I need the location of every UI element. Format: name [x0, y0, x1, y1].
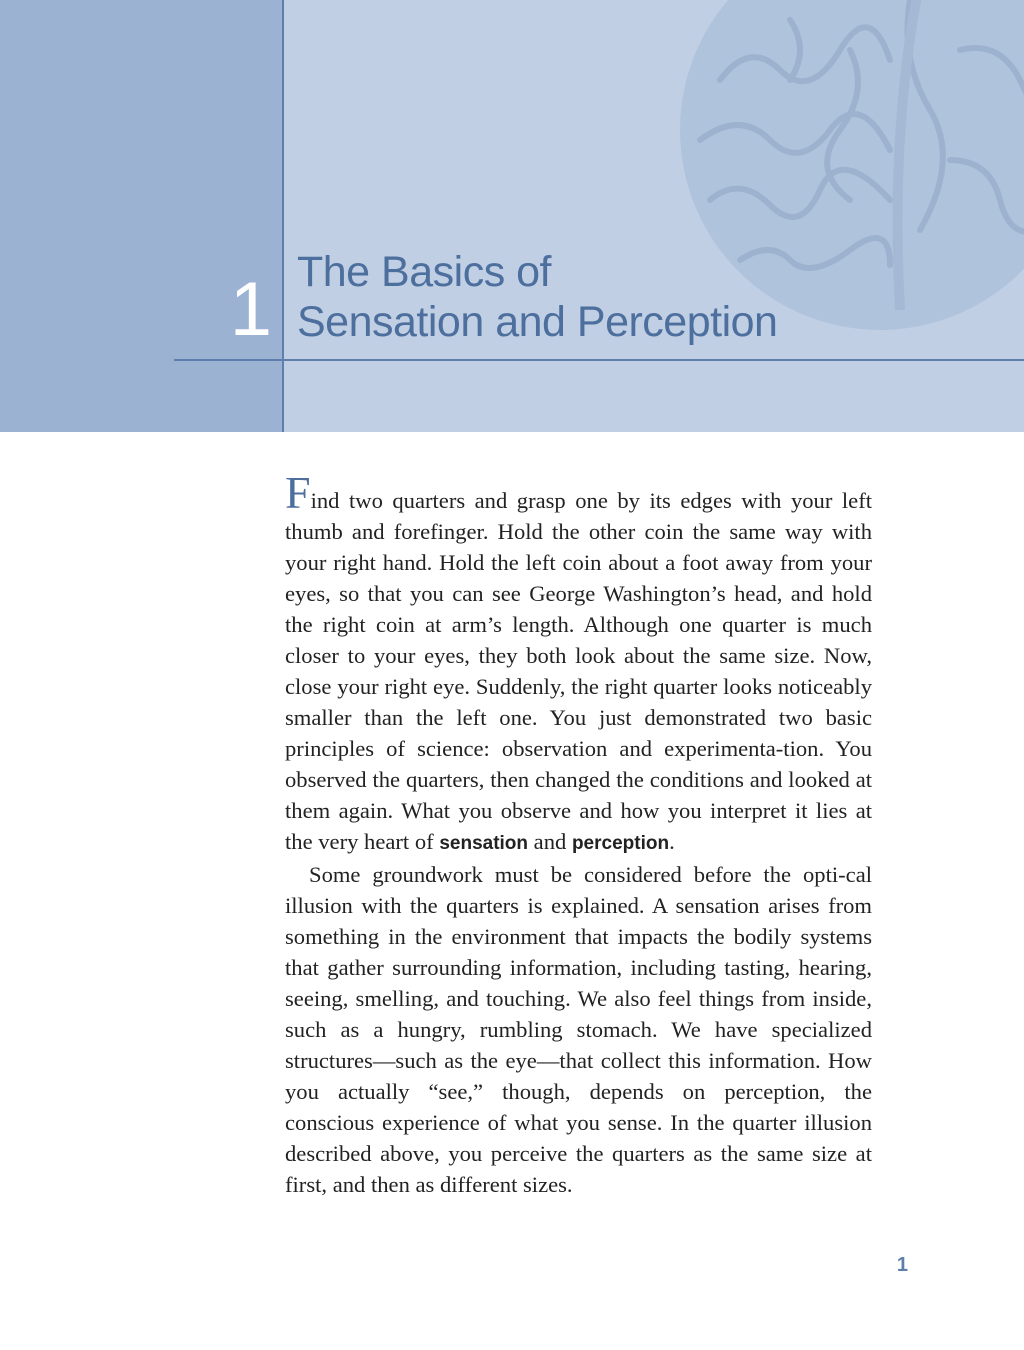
horizontal-rule — [174, 359, 1024, 361]
chapter-title — [297, 247, 817, 347]
paragraph-2: Some groundwork must be considered before the opti-cal illusion with the quarters is explained. A sensation arises from something in the environment that impacts the bodily systems that gather surrounding information, including tasting, hearing, seeing, smelling, and touching. We also feel things from inside, such as a hungry, rumbling stomach. We have specialized structures—such as the eye—that collect this information. How you actually “see,” though, depends on perception, the conscious experience of what you sense. In the quarter illusion described above, you perceive the quarters as the same size at first, and then as different sizes. — [285, 862, 872, 1197]
paragraph-1-text: ind two quarters and grasp one by its edges with your left thumb and forefinger. Hold the other coin the same way with your right hand. Hold the left coin about a foot away from your eyes, so that you can see George Washington’s head, and hold the right coin at arm’s length. Although one quarter is much closer to your eyes, they both look about the same size. Now, close your right eye. Suddenly, the right quarter looks noticeably smaller than the left one. You just demonstrated two basic principles of science: observation and experimenta-tion. You observed the quarters, then changed the conditions and looked at them again. What you observe and how you interpret it lies at the very heart of — [285, 488, 872, 854]
chapter-title-line-2: Sensation and Perception — [297, 298, 778, 346]
header-left-panel — [0, 0, 283, 432]
chapter-number: 1 — [229, 267, 272, 352]
connector-text: and — [528, 829, 572, 854]
key-term-sensation: sensation — [439, 833, 529, 854]
chapter-title-line-1: The Basics of — [297, 248, 551, 296]
paragraph-1 — [285, 467, 872, 859]
vertical-rule — [282, 0, 284, 432]
body-text — [285, 467, 872, 1200]
drop-cap: F — [285, 467, 311, 518]
key-term-perception: perception — [571, 833, 670, 854]
paragraph-1-end: . — [669, 829, 675, 854]
chapter-header — [0, 0, 1024, 432]
page-number: 1 — [896, 1254, 908, 1276]
